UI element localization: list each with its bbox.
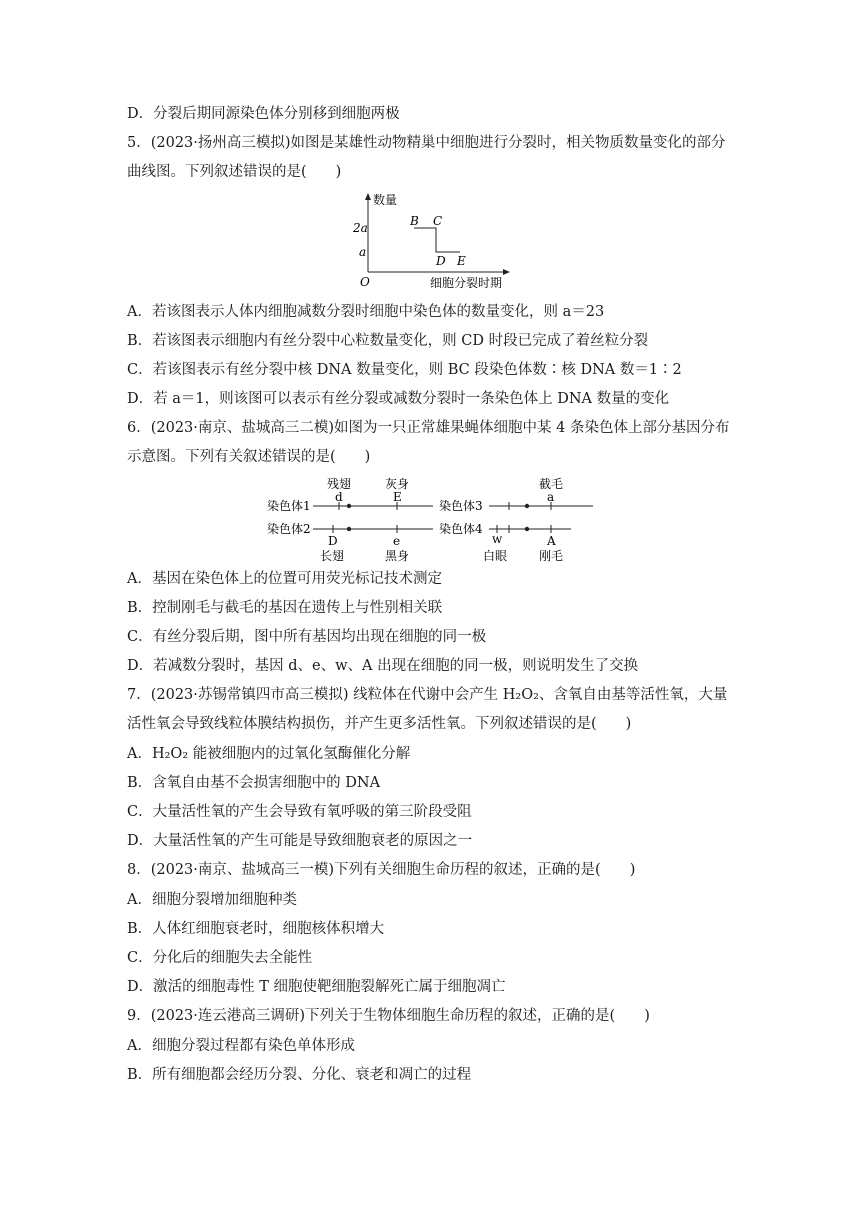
trait-white-eye: 白眼 [483, 549, 508, 563]
option-c: C．若该图表示有丝分裂中核 DNA 数量变化，则 BC 段染色体数∶核 DNA 数＝1∶2 [127, 362, 682, 378]
gene-a-lower: a [547, 490, 555, 504]
x-axis-label: 细胞分裂时期 [430, 276, 503, 290]
text-line: 示意图。下列有关叙述错误的是( ) [127, 449, 371, 465]
chromosome-diagram [265, 476, 600, 566]
gene-w: w [492, 532, 503, 546]
trait-long-wing: 长翅 [320, 549, 345, 563]
chromosome-1-label: 染色体1 [267, 499, 311, 513]
tick-a: a [359, 245, 367, 259]
question-7-stem: 7．(2023·苏锡常镇四市高三模拟) 线粒体在代谢中会产生 H₂O₂、含氧自由基等活性氧，大量 [127, 687, 728, 703]
text-line: D．分裂后期同源染色体分别移到细胞两极 [127, 106, 400, 122]
gene-a-upper: A [547, 534, 556, 548]
option-a: A．细胞分裂增加细胞种类 [127, 892, 297, 908]
trait-vestigial-wing: 残翅 [327, 477, 352, 491]
option-c: C．有丝分裂后期，图中所有基因均出现在细胞的同一极 [127, 629, 487, 645]
chromosome-4-label: 染色体4 [439, 522, 483, 536]
trait-black-body: 黑身 [385, 549, 410, 563]
point-c: C [433, 214, 443, 228]
point-e: E [457, 254, 466, 268]
question-9-stem: 9．(2023·连云港高三调研)下列关于生物体细胞生命历程的叙述，正确的是( ) [127, 1008, 650, 1024]
chromosome-3-label: 染色体3 [439, 499, 483, 513]
text-line: 曲线图。下列叙述错误的是( ) [127, 164, 342, 180]
option-b: B．若该图表示细胞内有丝分裂中心粒数量变化，则 CD 时段已完成了着丝粒分裂 [127, 333, 649, 349]
gene-d-upper: D [328, 534, 338, 548]
option-a: A．基因在染色体上的位置可用荧光标记技术测定 [127, 571, 442, 587]
chromosome-2-label: 染色体2 [267, 522, 311, 536]
text-line: 活性氧会导致线粒体膜结构损伤，并产生更多活性氧。下列叙述错误的是( ) [127, 716, 632, 732]
gene-d-lower: d [335, 490, 343, 504]
tick-2a: 2a [353, 221, 368, 235]
point-d: D [436, 254, 446, 268]
option-d: D．若 a＝1，则该图可以表示有丝分裂或减数分裂时一条染色体上 DNA 数量的变化 [127, 391, 670, 407]
option-b: B．所有细胞都会经历分裂、分化、衰老和凋亡的过程 [127, 1067, 472, 1083]
option-a: A．H₂O₂ 能被细胞内的过氧化氢酶催化分解 [127, 746, 411, 762]
origin-label: O [360, 275, 370, 289]
trait-gray-body: 灰身 [385, 477, 410, 491]
option-a: A．细胞分裂过程都有染色单体形成 [127, 1038, 355, 1054]
option-b: B．人体红细胞衰老时，细胞核体积增大 [127, 921, 385, 937]
question-5-stem: 5．(2023·扬州高三模拟)如图是某雄性动物精巢中细胞进行分裂时，相关物质数量变化的部分 [127, 135, 726, 151]
gene-e-lower: e [393, 534, 401, 548]
question-6-stem: 6．(2023·南京、盐城高三二模)如图为一只正常雄果蝇体细胞中某 4 条染色体上部分基因分布 [127, 420, 730, 436]
option-c: C．大量活性氧的产生会导致有氧呼吸的第三阶段受阻 [127, 804, 472, 820]
question-8-stem: 8．(2023·南京、盐城高三一模)下列有关细胞生命历程的叙述，正确的是( ) [127, 862, 636, 878]
option-d: D．若减数分裂时，基因 d、e、w、A 出现在细胞的同一极，则说明发生了交换 [127, 658, 639, 674]
trait-cut-bristle: 截毛 [539, 477, 564, 491]
gene-e-upper: E [393, 490, 402, 504]
y-axis-label: 数量 [373, 193, 398, 207]
option-d: D．激活的细胞毒性 T 细胞使靶细胞裂解死亡属于细胞凋亡 [127, 979, 506, 995]
quantity-graph [340, 190, 520, 290]
option-a: A．若该图表示人体内细胞减数分裂时细胞中染色体的数量变化，则 a＝23 [127, 304, 605, 320]
point-b: B [410, 214, 419, 228]
option-c: C．分化后的细胞失去全能性 [127, 950, 313, 966]
option-d: D．大量活性氧的产生可能是导致细胞衰老的原因之一 [127, 833, 473, 849]
trait-bristle: 刚毛 [539, 549, 564, 563]
option-b: B．含氧自由基不会损害细胞中的 DNA [127, 775, 381, 791]
option-b: B．控制刚毛与截毛的基因在遗传上与性别相关联 [127, 600, 443, 616]
